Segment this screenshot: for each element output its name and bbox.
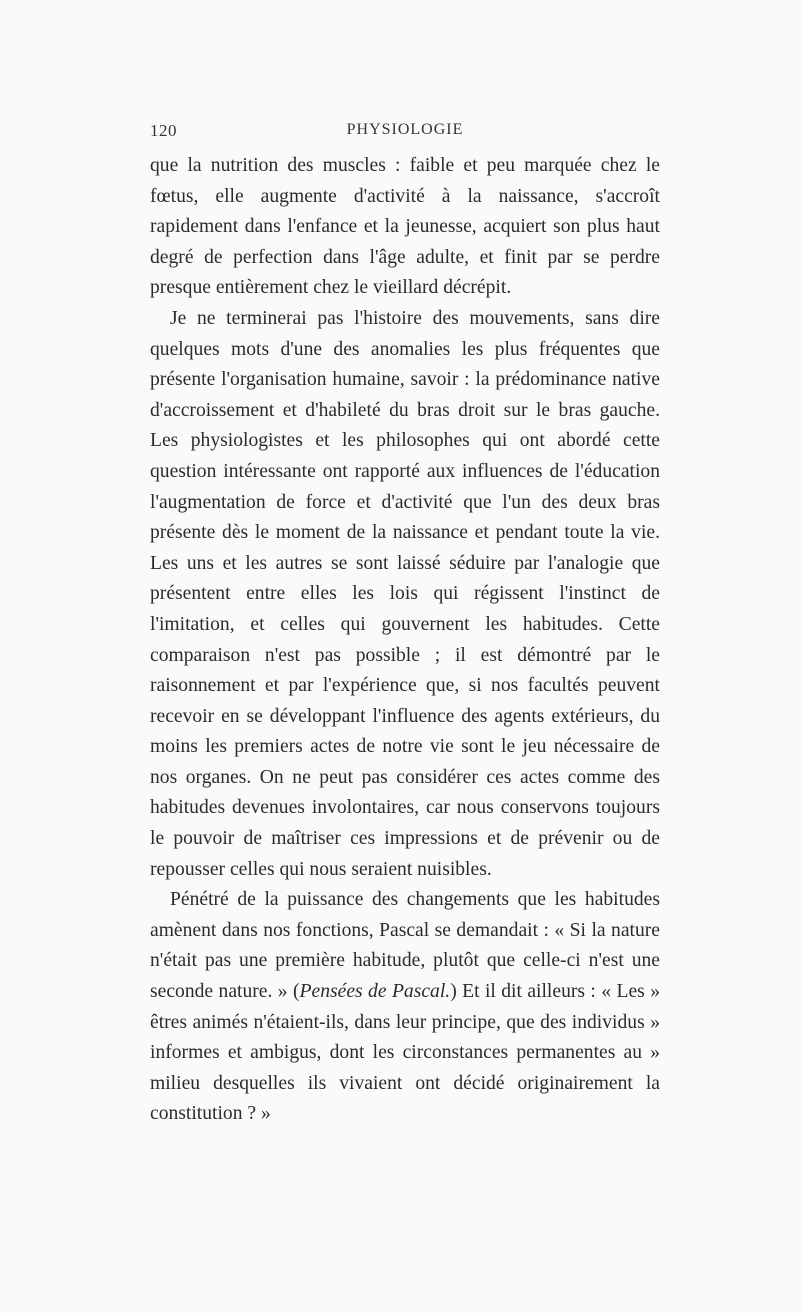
- pascal-text-before: Pénétré de la puissance des changements que les habitudes amènent dans nos fonctions, Pascal se demandait : « Si la nature n'était pas une première habitude, plutôt que celle-ci n'est une seconde nature. » (: [150, 889, 660, 1003]
- body-text: [150, 151, 660, 1130]
- pascal-text-after: ) Et il dit ailleurs : « Les » êtres animés n'étaient-ils, dans leur principe, que des individus » informes et ambigus, dont les circonstances permanentes au » milieu desquelles ils vivaient ont décidé originairement la constitution ? »: [150, 981, 660, 1125]
- page-number: 120: [150, 121, 177, 140]
- paragraph-nutrition: que la nutrition des muscles : faible et peu marquée chez le fœtus, elle augmente d'activité à la naissance, s'accroît rapidement dans l'enfance et la jeunesse, acquiert son plus haut degré de perfection dans l'âge adulte, et finit par se perdre presque entièrement chez le vieillard décrépit.: [150, 155, 660, 299]
- paragraph-right-arm: Je ne terminerai pas l'histoire des mouvements, sans dire quelques mots d'une des anomalies les plus fréquentes que présente l'organisation humaine, savoir : la prédominance native d'accroissement et d'habileté du bras droit sur le bras gauche. Les physiologistes et les philosophes qui ont abordé cette question intéressante ont rapporté aux influences de l'éducation l'augmentation de force et d'activité que l'un des deux bras présente dès le moment de la naissance et pendant toute la vie. Les uns et les autres se sont laissé séduire par l'analogie que présentent entre elles les lois qui régissent l'instinct de l'imitation, et celles qui gouvernent les habitudes. Cette comparaison n'est pas possible ; il est démontré par le raisonnement et par l'expérience que, si nos facultés peuvent recevoir en se développant l'influence des agents extérieurs, du moins les premiers actes de notre vie sont le jeu nécessaire de nos organes. On ne peut pas considérer ces actes comme des habitudes devenues involontaires, car nous conservons toujours le pouvoir de maîtriser ces impressions et de prévenir ou de repousser celles qui nous seraient nuisibles.: [150, 307, 660, 880]
- paragraph-pascal: [150, 885, 660, 1130]
- pascal-reference: Pensées de Pascal.: [299, 981, 451, 1003]
- running-title: PHYSIOLOGIE: [346, 121, 464, 138]
- running-head: [150, 121, 660, 145]
